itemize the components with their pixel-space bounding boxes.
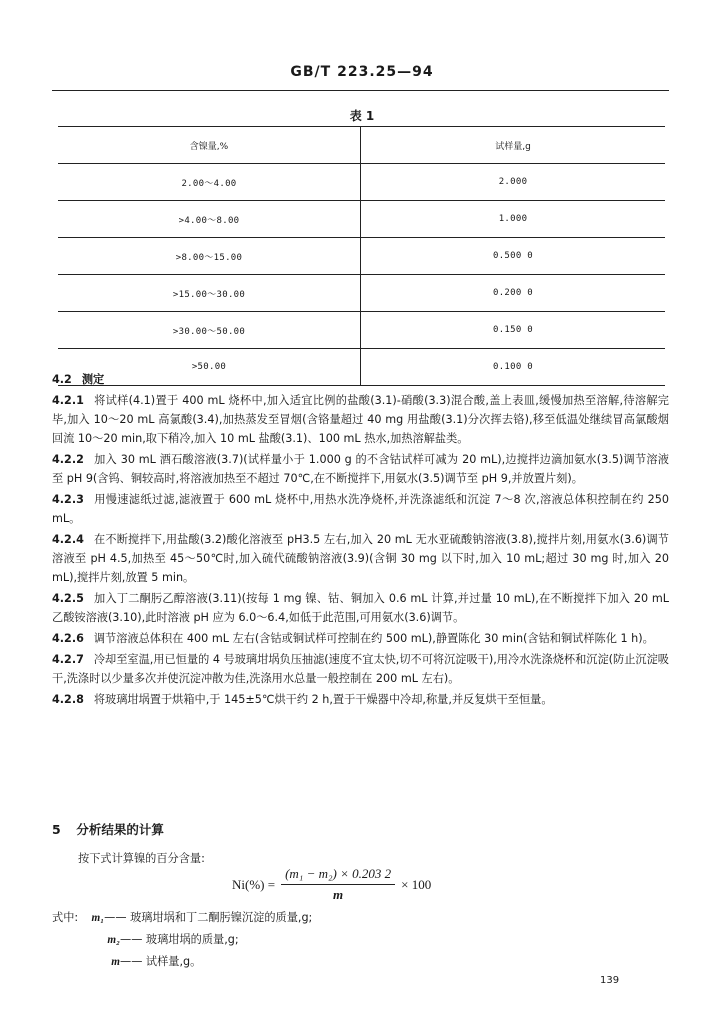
clause-number: 4.2.6	[52, 632, 84, 645]
formula-multiplier: × 100	[401, 876, 432, 892]
page-number: 139	[600, 975, 620, 986]
nickel-content-cell: >30.00～50.00	[58, 312, 361, 349]
table-header-row	[58, 127, 665, 164]
symbol-m1-description: —— 玻璃坩埚和丁二酮肟镍沉淀的质量,g;	[104, 911, 313, 924]
table-row	[58, 275, 665, 312]
sample-mass-cell: 0.200 0	[492, 288, 534, 298]
sample-mass-cell: 0.500 0	[492, 251, 534, 261]
sample-mass-cell: 0.100 0	[492, 362, 534, 372]
legend-row	[52, 929, 312, 951]
clause-text: 加入 30 mL 酒石酸溶液(3.7)(试样量小于 1.000 g 的不含钴试样可减为 20 mL),边搅拌边滴加氨水(3.5)调节溶液至 pH 9(含钨、铜较高时,将溶液加热至不超过 70℃,在不断搅拌下,用氨水(3.5)调节至 pH 9,并放置片刻)。	[52, 453, 669, 485]
symbol-m: m	[111, 956, 120, 968]
section-number: 5	[52, 822, 61, 837]
sample-mass-cell: 0.150 0	[492, 325, 534, 335]
formula-intro: 按下式计算镍的百分含量:	[78, 852, 205, 865]
symbol-m-description: —— 试样量,g。	[120, 955, 202, 968]
clause-text: 将玻璃坩埚置于烘箱中,于 145±5℃烘干约 2 h,置于干燥器中冷却,称量,并反复烘干至恒量。	[93, 693, 553, 706]
clause-text: 在不断搅拌下,用盐酸(3.2)酸化溶液至 pH3.5 左右,加入 20 mL 无水亚硫酸钠溶液(3.8),搅拌片刻,用氨水(3.6)调节溶液至 pH 4.5,加热至 45～50℃时,加入硫代硫酸钠溶液(3.9)(含铜 30 mg 以下时,加入 10 mL;超过 30 mg 时,加入 20 mL),搅拌片刻,放置 5 min。	[52, 533, 669, 584]
clause-number: 4.2.5	[52, 592, 84, 605]
formula-denominator: m	[333, 887, 344, 902]
clause-number: 4.2.3	[52, 493, 84, 506]
legend-row	[52, 951, 312, 973]
clause-text: 用慢速滤纸过滤,滤液置于 600 mL 烧杯中,用热水洗净烧杯,并洗涤滤纸和沉淀 7～8 次,溶液总体积控制在约 250 mL。	[52, 493, 669, 525]
clause-4-2-7	[52, 650, 669, 688]
symbol-m1: m₁	[91, 912, 105, 924]
section-title: 分析结果的计算	[76, 822, 164, 837]
clause-text: 冷却至室温,用已恒量的 4 号玻璃坩埚负压抽滤(速度不宜太快,切不可将沉淀吸干),用冷水洗涤烧杯和沉淀(防止沉淀吸干,洗涤时以少量多次并使沉淀冲散为佳,洗涤用水总量一般控制在 200 mL 左右)。	[52, 653, 669, 685]
nickel-formula	[232, 866, 431, 903]
nickel-content-cell: >15.00～30.00	[58, 275, 361, 312]
column-header-sample-mass: 试样量,g	[495, 141, 531, 152]
formula-numerator: (m₁ − m₂) × 0.203 2	[281, 866, 395, 885]
clause-4-2-6	[52, 629, 669, 648]
symbol-legend	[52, 907, 312, 973]
clause-number: 4.2.4	[52, 533, 84, 546]
header-rule	[52, 90, 669, 91]
formula-lhs: Ni(%) =	[232, 876, 276, 892]
clause-text: 调节溶液总体积在 400 mL 左右(含钴或铜试样可控制在约 500 mL),静置陈化 30 min(含钴和铜试样陈化 1 h)。	[93, 632, 654, 645]
clause-4-2-3	[52, 490, 669, 528]
clause-number: 4.2.7	[52, 653, 84, 666]
section-5-heading	[52, 820, 669, 838]
clause-text: 加入丁二酮肟乙醇溶液(3.11)(按每 1 mg 镍、钴、铜加入 0.6 mL 计算,并过量 10 mL),在不断搅拌下加入 20 mL 乙酸铵溶液(3.10),此时溶液 pH 应为 6.0～6.4,如低于此范围,可用氨水(3.6)调节。	[52, 592, 669, 624]
procedure-clauses	[52, 370, 669, 711]
table-row	[58, 238, 665, 275]
symbol-m2-description: —— 玻璃坩埚的质量,g;	[120, 933, 239, 946]
sample-mass-cell: 1.000	[498, 214, 528, 224]
clause-4-2-2	[52, 450, 669, 488]
nickel-content-cell: >4.00～8.00	[58, 201, 361, 238]
sample-mass-cell: 2.000	[498, 177, 528, 187]
table-caption: 表 1	[349, 109, 375, 123]
table-row	[58, 164, 665, 201]
sample-size-table	[58, 126, 665, 386]
nickel-content-cell: >8.00～15.00	[58, 238, 361, 275]
table-row	[58, 312, 665, 349]
clause-4-2-4	[52, 530, 669, 587]
clause-4-2-8	[52, 690, 669, 709]
clause-text: 将试样(4.1)置于 400 mL 烧杯中,加入适宜比例的盐酸(3.1)-硝酸(3.3)混合酸,盖上表皿,缓慢加热至溶解,待溶解完毕,加入 10～20 mL 高氯酸(3.4),加热蒸发至冒烟(含铬量超过 40 mg 用盐酸(3.1)分次挥去铬),移至低温处继续冒高氯酸烟回流 10～20 min,取下稍冷,加入 10 mL 盐酸(3.1)、100 mL 热水,加热溶解盐类。	[52, 394, 669, 445]
clause-number: 4.2.1	[52, 394, 84, 407]
clause-number: 4.2	[52, 373, 72, 386]
clause-4-2-1	[52, 391, 669, 448]
symbol-m2: m₂	[107, 934, 120, 946]
clause-4-2	[52, 370, 669, 389]
column-header-nickel-content: 含镍量,%	[58, 127, 361, 164]
nickel-content-cell: 2.00～4.00	[58, 164, 361, 201]
table-row	[58, 201, 665, 238]
clause-number: 4.2.8	[52, 693, 84, 706]
clause-heading: 测定	[81, 373, 105, 386]
clause-number: 4.2.2	[52, 453, 84, 466]
nickel-content-cell: >50.00	[58, 349, 361, 386]
formula-fraction	[281, 866, 395, 903]
clause-4-2-5	[52, 589, 669, 627]
legend-row	[52, 907, 312, 929]
standard-header: GB/T 223.25—94	[290, 64, 434, 80]
where-label: 式中:	[52, 911, 79, 924]
